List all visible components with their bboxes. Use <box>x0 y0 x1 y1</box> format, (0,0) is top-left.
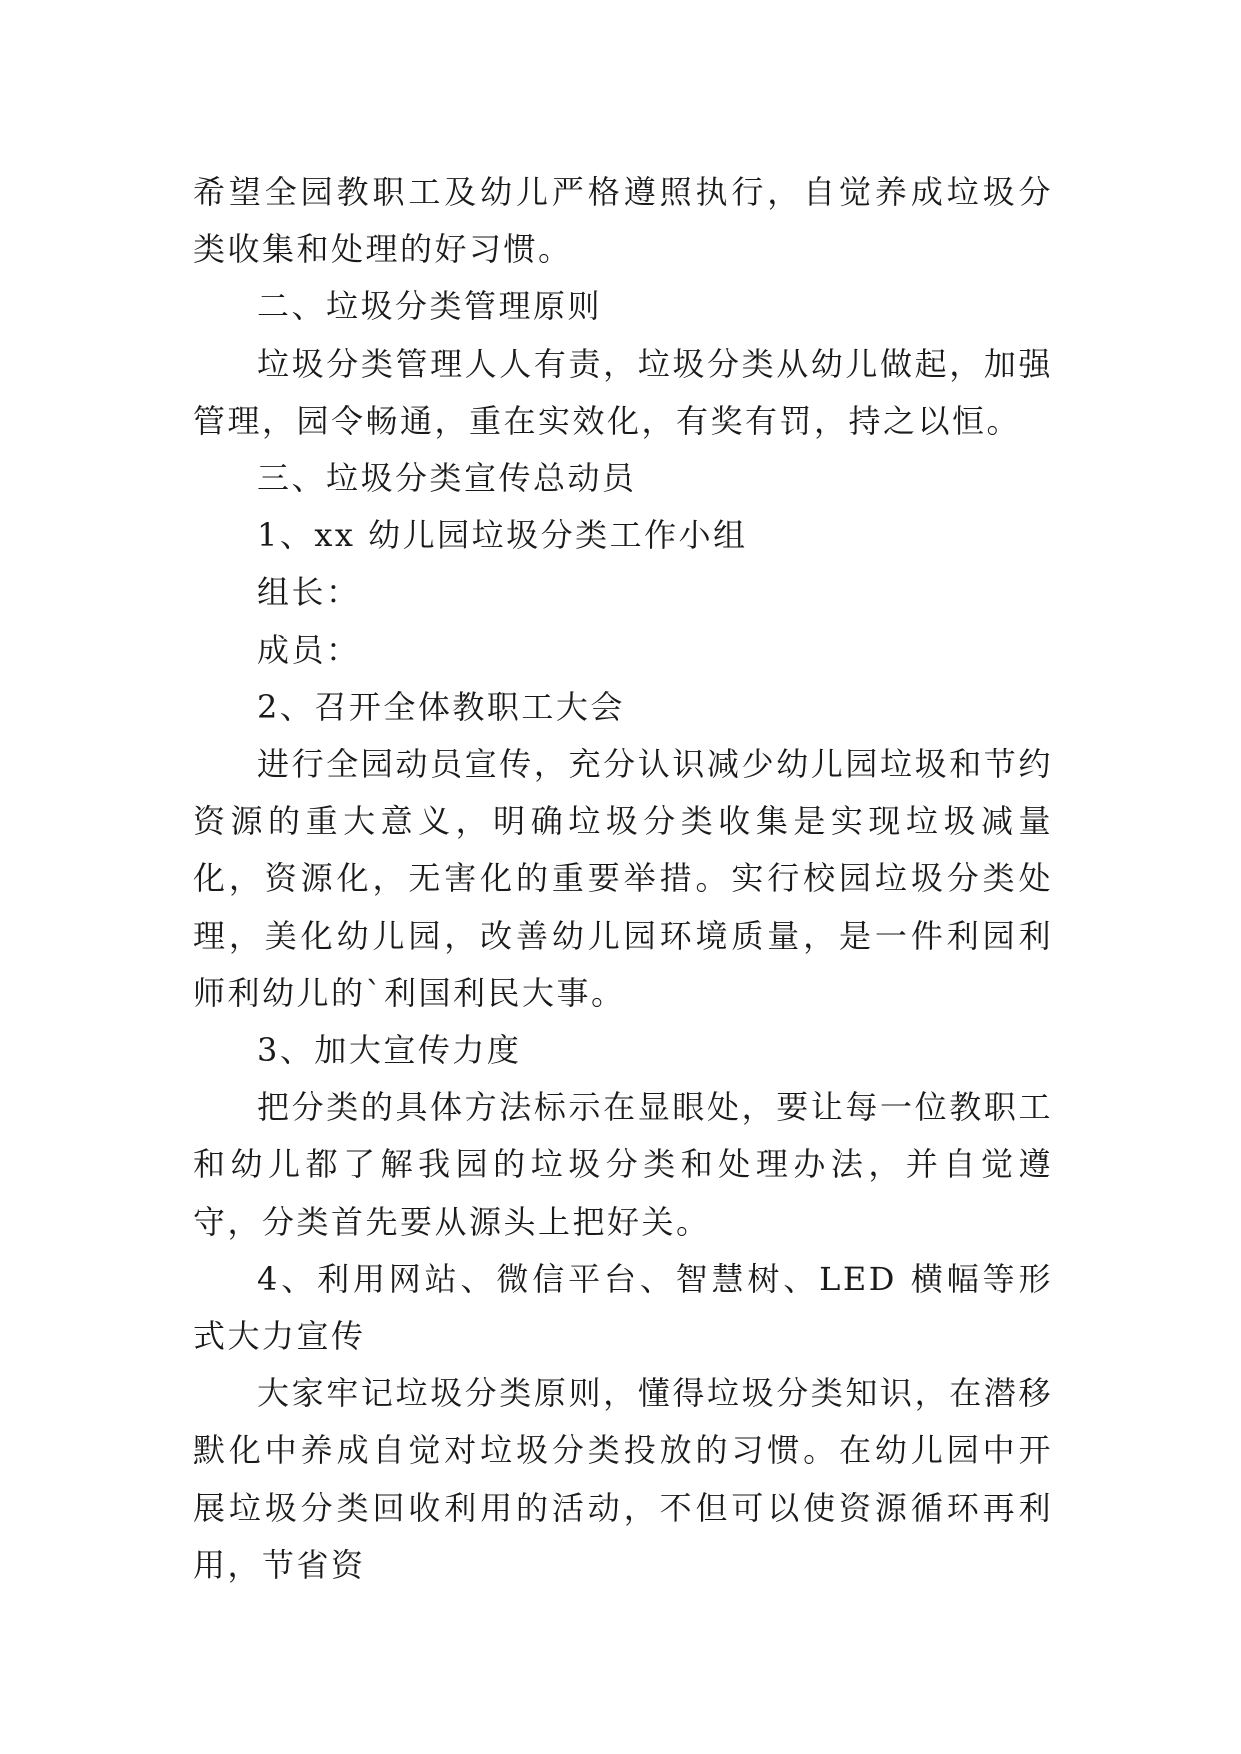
item-heading-online-channels: 4、利用网站、微信平台、智慧树、LED 横幅等形式大力宣传 <box>193 1259 1053 1356</box>
paragraph-continuation: 希望全园教职工及幼儿严格遵照执行，自觉养成垃圾分类收集和处理的好习惯。 <box>193 173 1053 269</box>
document-body <box>193 164 1053 1594</box>
item-heading-staff-meeting: 2、召开全体教职工大会 <box>257 687 625 726</box>
paragraph-online-channels: 大家牢记垃圾分类原则，懂得垃圾分类知识，在潜移默化中养成自觉对垃圾分类投放的习惯。在幼儿园中开展垃圾分类回收利用的活动，不但可以使资源循环再利用，节省资 <box>193 1374 1053 1584</box>
section-heading-principles: 二、垃圾分类管理原则 <box>257 287 603 326</box>
field-group-leader: 组长： <box>257 573 361 612</box>
field-members: 成员： <box>257 630 361 669</box>
paragraph-staff-meeting: 进行全园动员宣传，充分认识减少幼儿园垃圾和节约资源的重大意义，明确垃圾分类收集是实现垃圾减量化，资源化，无害化的重要举措。实行校园垃圾分类处理，美化幼儿园，改善幼儿园环境质量，是一件利园利师利幼儿的`利国利民大事。 <box>193 745 1053 1012</box>
paragraph-principles: 垃圾分类管理人人有责，垃圾分类从幼儿做起，加强管理，园令畅通，重在实效化，有奖有罚，持之以恒。 <box>193 344 1053 440</box>
item-heading-work-group: 1、xx 幼儿园垃圾分类工作小组 <box>257 516 748 555</box>
paragraph-publicity: 把分类的具体方法标示在显眼处，要让每一位教职工和幼儿都了解我园的垃圾分类和处理办法，并自觉遵守，分类首先要从源头上把好关。 <box>193 1088 1053 1241</box>
item-heading-publicity: 3、加大宣传力度 <box>257 1031 522 1070</box>
section-heading-mobilization: 三、垃圾分类宣传总动员 <box>257 459 637 498</box>
